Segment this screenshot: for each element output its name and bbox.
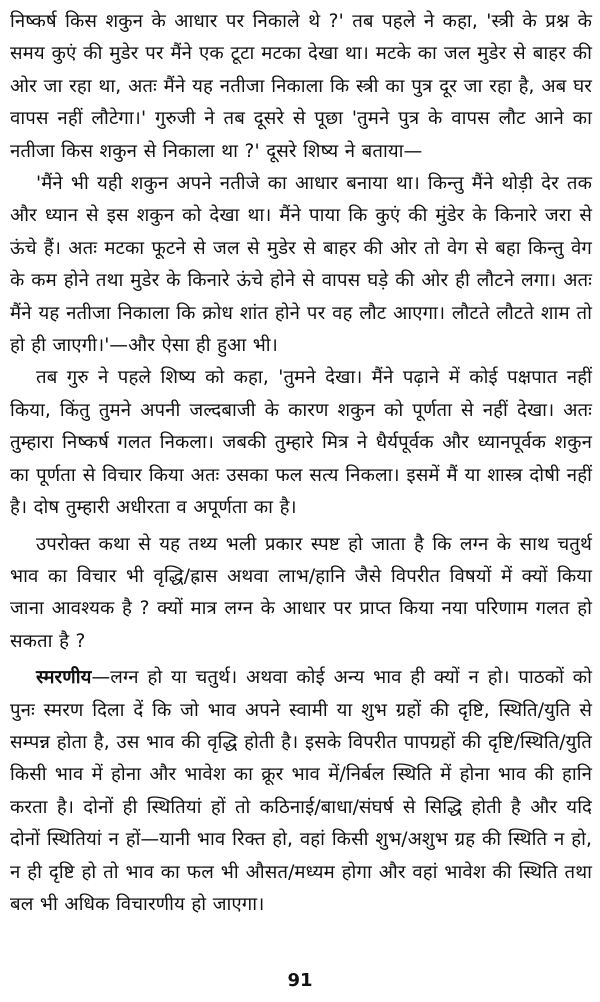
paragraph-4: उपरोक्त कथा से यह तथ्य भली प्रकार स्पष्ट हो जाता है कि लग्न के साथ चतुर्थ भाव का विचार भी वृद्धि/ह्रास अथवा लाभ/हानि जैसे विपरीत विषयों में क्यों किया जाना आवश्यक है ? क्यों मात्र लग्न के आधार पर प्राप्त किया नया परिणाम गलत हो सकता है ? <box>10 533 592 652</box>
paragraph-5-text: —लग्न हो या चतुर्थ। अथवा कोई अन्य भाव ही क्यों न हो। पाठकों को पुनः स्मरण दिला दें कि जो भाव अपने स्वामी या शुभ ग्रहों की दृष्टि, स्थिति/युति से सम्पन्न होता है, उस भाव की वृद्धि होती है। इसके विपरीत पापग्रहों की दृष्टि/स्थिति/युति किसी भाव में होना और भावेश का क्रूर भाव में/निर्बल स्थिति में होना भाव की हानि करता है। दोनों ही स्थितियां हों तो कठिनाई/बाधा/संघर्ष से सिद्धि होती है और यदि दोनों स्थितियां न हों—यानी भाव रिक्त हो, वहां किसी शुभ/अशुभ ग्रह की स्थिति न हो, न ही दृष्टि हो तो भाव का फल भी औसत/मध्यम होगा और वहां भावेश की स्थिति तथा बल भी अधिक विचारणीय हो जाएगा। <box>10 667 592 915</box>
page-body <box>10 6 592 921</box>
paragraph-5 <box>10 662 592 921</box>
paragraph-3: तब गुरु ने पहले शिष्य को कहा, 'तुमने देखा। मैंने पढ़ाने में कोई पक्षपात नहीं किया, किंतु तुमने अपनी जल्दबाजी के कारण शकुन को पूर्णता से नहीं देखा। अतः तुम्हारा निष्कर्ष गलत निकला। जबकी तुम्हारे मित्र ने धैर्यपूर्वक और ध्यानपूर्वक शकुन का पूर्णता से विचार किया अतः उसका फल सत्य निकला। इसमें मैं या शास्त्र दोषी नहीं है। दोष तुम्हारी अधीरता व अपूर्णता का है। <box>10 367 593 519</box>
paragraph-1: निष्कर्ष किस शकुन के आधार पर निकाले थे ?' तब पहले ने कहा, 'स्त्री के प्रश्न के समय कुएं की मुडेर पर मैंने एक टूटा मटका देखा था। मटके का जल मुडेर से बाहर की ओर जा रहा था, अतः मैंने यह नतीजा निकाला कि स्त्री का पुत्र दूर जा रहा है, अब घर वापस नहीं लौटेगा।' गुरुजी ने तब दूसरे से पूछा 'तुमने पुत्र के वापस लौट आने का नतीजा किस शकुन से निकाला था ?' दूसरे शिष्य ने बताया— <box>10 11 592 162</box>
page-number: 91 <box>287 970 313 991</box>
paragraph-2: 'मैंने भी यही शकुन अपने नतीजे का आधार बनाया था। किन्तु मैंने थोड़ी देर तक और ध्यान से इस शकुन को देखा था। मैंने पाया कि कुएं की मुंडेर के किनारे जरा से ऊंचे हैं। अतः मटका फूटने से जल से मुडेर से बाहर की ओर तो वेग से बहा किन्तु वेग के कम होने तथा मुडेर के किनारे ऊंचे होने से वापस घड़े की ओर ही लौटने लगा। अतः मैंने यह नतीजा निकाला कि क्रोध शांत होने पर वह लौट आएगा। लौटते लौटते शाम तो हो ही जाएगी।'—और ऐसा ही हुआ भी। <box>10 173 592 357</box>
remember-heading: स्मरणीय <box>36 667 92 689</box>
